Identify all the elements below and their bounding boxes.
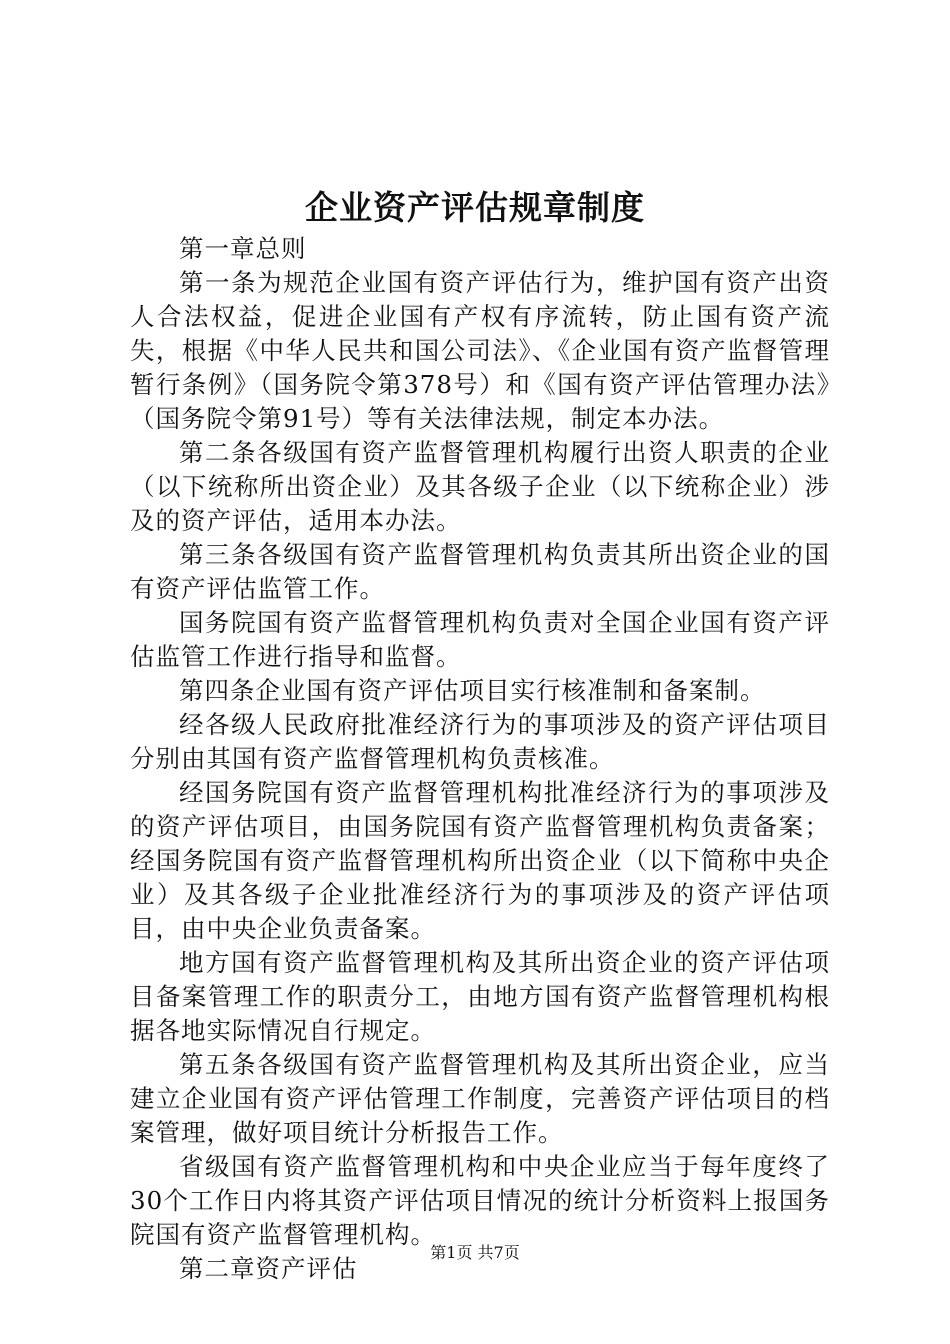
paragraph: 第五条各级国有资产监督管理机构及其所出资企业，应当建立企业国有资产评估管理工作制度，完善资产评估项目的档案管理，做好项目统计分析报告工作。 [130, 1050, 830, 1147]
paragraph: 地方国有资产监督管理机构及其所出资企业的资产评估项目备案管理工作的职责分工，由地方国有资产监督管理机构根据各地实际情况自行规定。 [130, 948, 830, 1045]
paragraph: 国务院国有资产监督管理机构负责对全国企业国有资产评估监管工作进行指导和监督。 [130, 608, 830, 671]
document-body [130, 232, 830, 1286]
page-footer: 第1页 共7页 [430, 1243, 520, 1262]
paragraph: 第三条各级国有资产监督管理机构负责其所出资企业的国有资产评估监管工作。 [130, 540, 830, 603]
chapter-heading: 第一章总则 [179, 234, 307, 263]
document-title: 企业资产评估规章制度 [305, 188, 645, 227]
paragraph: 省级国有资产监督管理机构和中央企业应当于每年度终了30个工作日内将其资产评估项目情况的统计分析资料上报国务院国有资产监督管理机构。 [130, 1152, 830, 1249]
paragraph: 经国务院国有资产监督管理机构批准经济行为的事项涉及的资产评估项目，由国务院国有资产监督管理机构负责备案；经国务院国有资产监督管理机构所出资企业（以下简称中央企业）及其各级子企业批准经济行为的事项涉及的资产评估项目，由中央企业负责备案。 [130, 778, 830, 943]
paragraph: 经各级人民政府批准经济行为的事项涉及的资产评估项目分别由其国有资产监督管理机构负责核准。 [130, 710, 830, 773]
paragraph: 第二条各级国有资产监督管理机构履行出资人职责的企业（以下统称所出资企业）及其各级子企业（以下统称企业）涉及的资产评估，适用本办法。 [130, 438, 830, 535]
paragraph: 第四条企业国有资产评估项目实行核准制和备案制。 [179, 676, 766, 705]
chapter-heading: 第二章资产评估 [179, 1254, 358, 1283]
paragraph: 第一条为规范企业国有资产评估行为，维护国有资产出资人合法权益，促进企业国有产权有序流转，防止国有资产流失，根据《中华人民共和国公司法》、《企业国有资产监督管理暂行条例》（国务院令第378号）和《国有资产评估管理办法》（国务院令第91号）等有关法律法规，制定本办法。 [130, 268, 830, 433]
